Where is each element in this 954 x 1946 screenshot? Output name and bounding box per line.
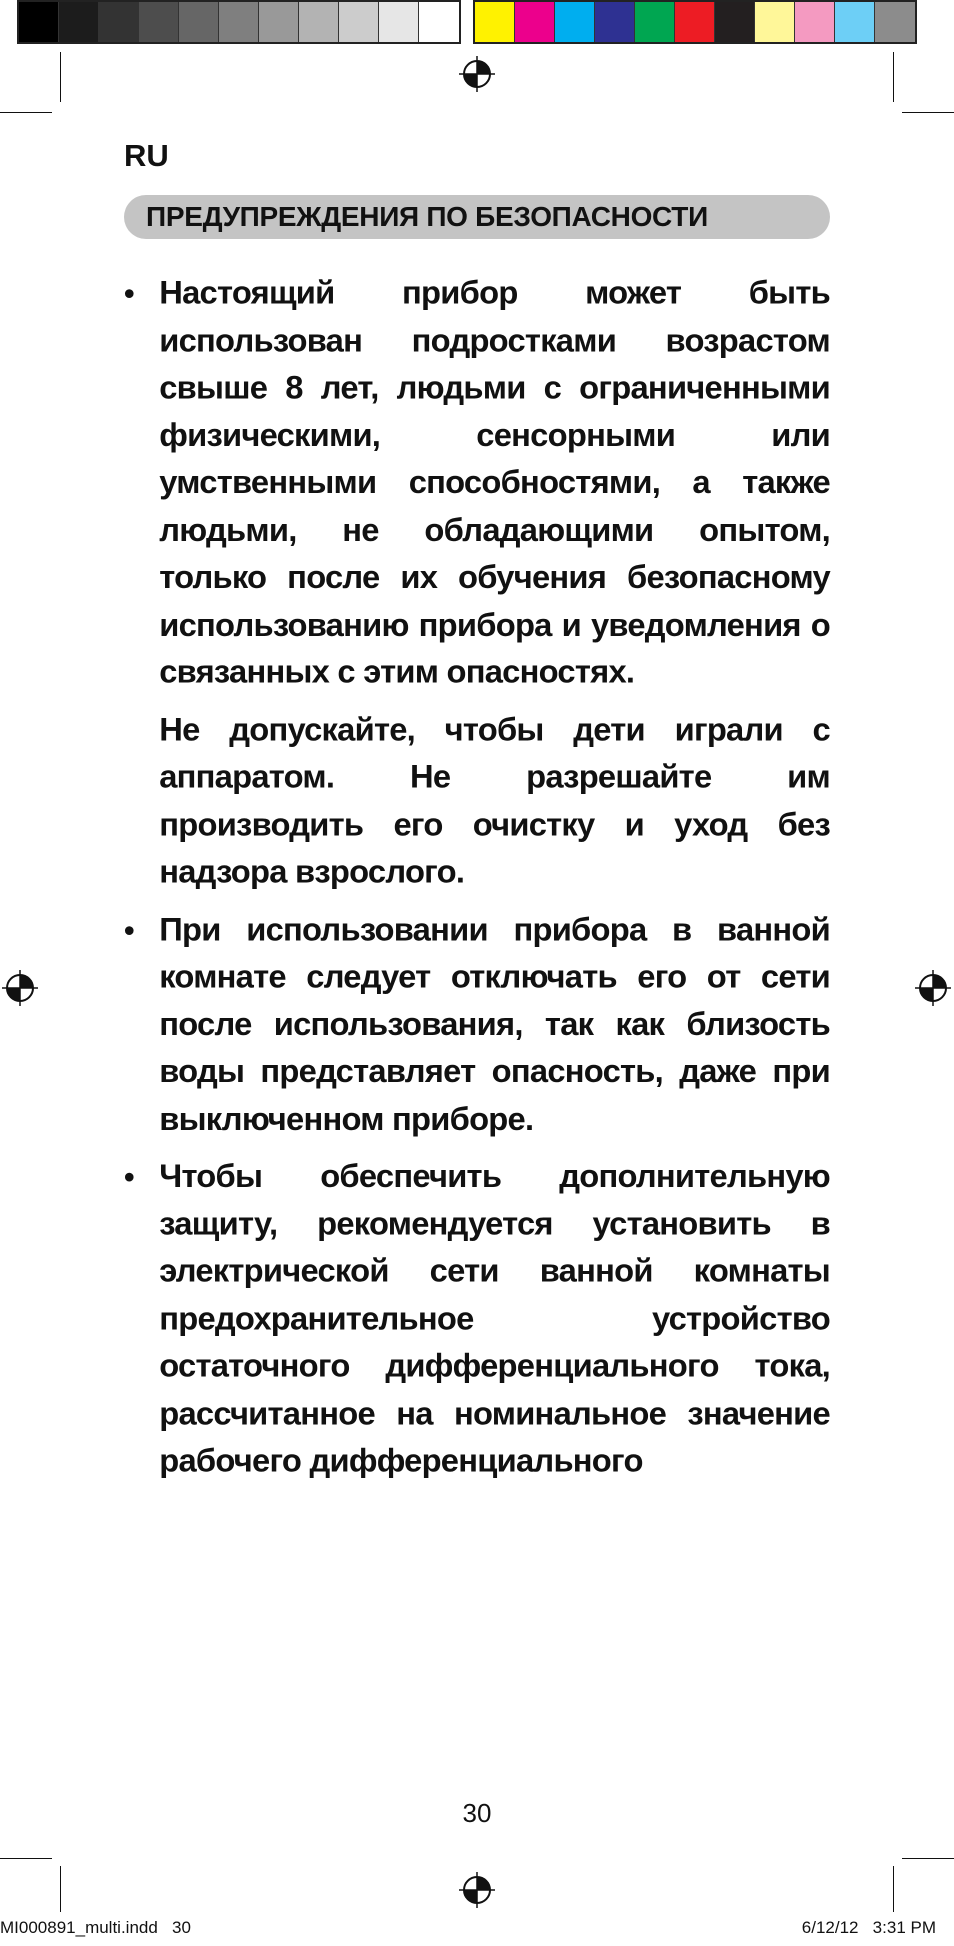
list-item bbox=[124, 270, 830, 896]
paragraph: При использовании прибора в ванной комнате следует отключать его от сети после использования, так как близость воды представляет опасность, даже при выключенном приборе. bbox=[159, 911, 830, 1137]
grayscale-swatches bbox=[17, 0, 461, 44]
crop-mark-bottom-right-horizontal bbox=[902, 1858, 954, 1859]
gray-swatch bbox=[139, 2, 179, 42]
color-swatch bbox=[875, 2, 915, 42]
registration-mark-icon bbox=[2, 970, 38, 1006]
color-swatch bbox=[635, 2, 675, 42]
color-swatch bbox=[515, 2, 555, 42]
list-item bbox=[124, 906, 830, 1143]
section-title: ПРЕДУПРЕЖДЕНИЯ ПО БЕЗОПАСНОСТИ bbox=[146, 201, 708, 232]
color-swatch bbox=[675, 2, 715, 42]
gray-swatch bbox=[19, 2, 59, 42]
slug-timestamp: 6/12/12 3:31 PM bbox=[801, 1918, 936, 1937]
gray-swatch bbox=[219, 2, 259, 42]
color-swatch bbox=[835, 2, 875, 42]
gray-swatch bbox=[299, 2, 339, 42]
language-code: RU bbox=[124, 138, 169, 173]
gray-swatch bbox=[59, 2, 99, 42]
crop-mark-bottom-right-vertical bbox=[893, 1866, 894, 1912]
bullet-marker: • bbox=[124, 275, 135, 311]
registration-mark-icon bbox=[459, 1872, 495, 1908]
color-swatch bbox=[715, 2, 755, 42]
gray-swatch bbox=[419, 2, 459, 42]
section-header bbox=[124, 195, 830, 239]
gray-swatch bbox=[179, 2, 219, 42]
color-swatch bbox=[475, 2, 515, 42]
crop-mark-bottom-left-horizontal bbox=[0, 1858, 52, 1859]
paragraph: Чтобы обеспечить дополнительную защиту, рекомендуется установить в электрической сети ванной комнаты предохранительное устройство остаточного дифференциального тока, рассчитанное на номинальное значение рабочего дифференциального bbox=[159, 1158, 830, 1479]
color-swatch bbox=[555, 2, 595, 42]
crop-mark-top-right-horizontal bbox=[902, 112, 954, 113]
registration-mark-icon bbox=[459, 56, 495, 92]
list-item bbox=[124, 1153, 830, 1485]
paragraph: Не допускайте, чтобы дети играли с аппаратом. Не разрешайте им производить его очистку и уход без надзора взрослого. bbox=[159, 711, 830, 890]
crop-mark-top-right-vertical bbox=[893, 52, 894, 102]
color-swatch bbox=[755, 2, 795, 42]
warnings-list bbox=[124, 270, 830, 1495]
crop-mark-bottom-left-vertical bbox=[60, 1866, 61, 1912]
registration-mark-icon bbox=[915, 970, 951, 1006]
color-swatch bbox=[595, 2, 635, 42]
bullet-marker: • bbox=[124, 1159, 135, 1194]
paragraph: Настоящий прибор может быть использован подростками возрастом свыше 8 лет, людьми с ограниченными физическими, сенсорными или умственными способностями, а также людьми, не обладающими опытом, только после их обучения безопасному использованию прибора и уведомления о связанных с этим опасностях. bbox=[159, 275, 830, 691]
color-calibration-bar bbox=[17, 0, 917, 44]
process-color-swatches bbox=[473, 0, 917, 44]
gray-swatch bbox=[379, 2, 419, 42]
crop-mark-top-left-vertical bbox=[60, 52, 61, 102]
bullet-marker: • bbox=[124, 912, 135, 947]
gray-swatch bbox=[99, 2, 139, 42]
gray-swatch bbox=[339, 2, 379, 42]
slug-file-name: MI000891_multi.indd 30 bbox=[0, 1918, 191, 1937]
color-swatch bbox=[795, 2, 835, 42]
gray-swatch bbox=[259, 2, 299, 42]
page-number: 30 bbox=[462, 1798, 492, 1828]
crop-mark-top-left-horizontal bbox=[0, 112, 52, 113]
